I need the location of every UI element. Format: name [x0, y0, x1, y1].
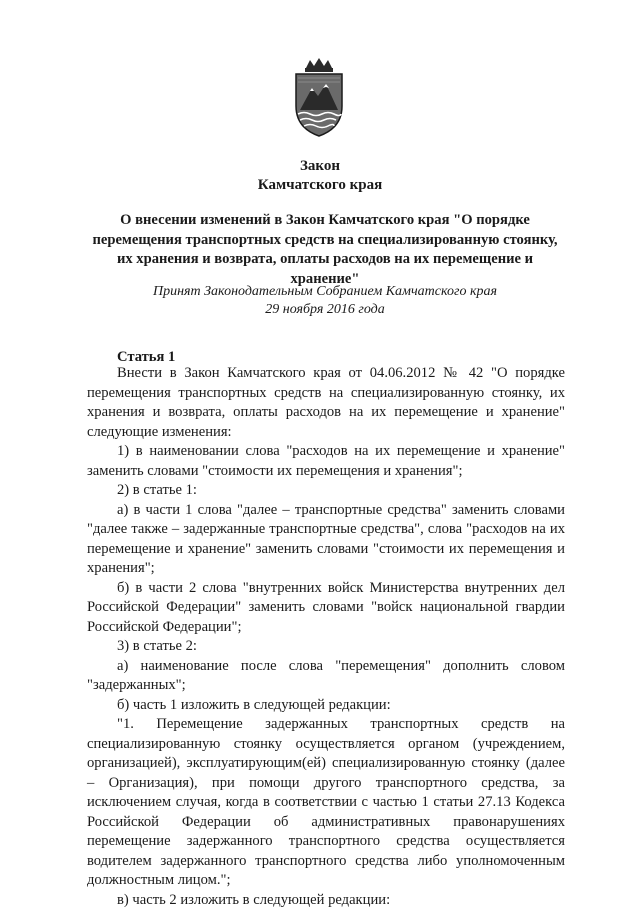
body-paragraph: Внести в Закон Камчатского края от 04.06.2012 № 42 "О порядке перемещения транспортных средств на специализированную стоянку, их хранения и возврата, оплаты расходов на их перемещение и хранение" следующие изменения:: [87, 364, 565, 442]
body-paragraph: 2) в статье 1:: [87, 481, 565, 501]
body-paragraph: 3) в статье 2:: [87, 637, 565, 657]
law-subject-heading: О внесении изменений в Закон Камчатского края "О порядке перемещения транспортных средств на специализированную стоянку, их хранения и возврата, оплаты расходов на их перемещение и хранение": [86, 211, 564, 289]
adopted-by-line: Принят Законодательным Собранием Камчатского края: [86, 283, 564, 301]
region-title: Камчатского края: [60, 176, 580, 195]
body-paragraph: в) часть 2 изложить в следующей редакции:: [87, 891, 565, 910]
body-paragraph: б) часть 1 изложить в следующей редакции:: [87, 696, 565, 716]
body-paragraph: а) наименование после слова "перемещения" дополнить словом "задержанных";: [87, 657, 565, 696]
body-paragraph: "1. Перемещение задержанных транспортных средств на специализированную стоянку осуществляется органом (учреждением, организацией), эксплуатирующим(ей) специализированную стоянку (далее – Организация), при помощи другого транспортного средства, за исключением случая, когда в соответствии с частью 1 статьи 27.13 Кодекса Российской Федерации об административных правонарушениях перемещение задержанного транспортного средства осуществляется водителем задержанного транспортного средства либо уполномоченным должностным лицом.";: [87, 715, 565, 891]
body-paragraph: б) в части 2 слова "внутренних войск Министерства внутренних дел Российской Федерации" заменить словами "войск национальной гвардии Российской Федерации";: [87, 579, 565, 638]
body-paragraph: 1) в наименовании слова "расходов на их перемещение и хранение" заменить словами "стоимости их перемещения и хранения";: [87, 442, 565, 481]
law-title: Закон: [60, 157, 580, 176]
kamchatka-coat-of-arms-icon: [292, 58, 346, 138]
body-paragraph: а) в части 1 слова "далее – транспортные средства" заменить словами "далее также – задержанные транспортные средства", слова "расходов на их перемещение и хранение" заменить словами "стоимости их перемещения и хранения";: [87, 501, 565, 579]
article-heading: Статья 1: [117, 348, 175, 367]
article-body: [87, 364, 565, 910]
adoption-date: 29 ноября 2016 года: [86, 301, 564, 319]
